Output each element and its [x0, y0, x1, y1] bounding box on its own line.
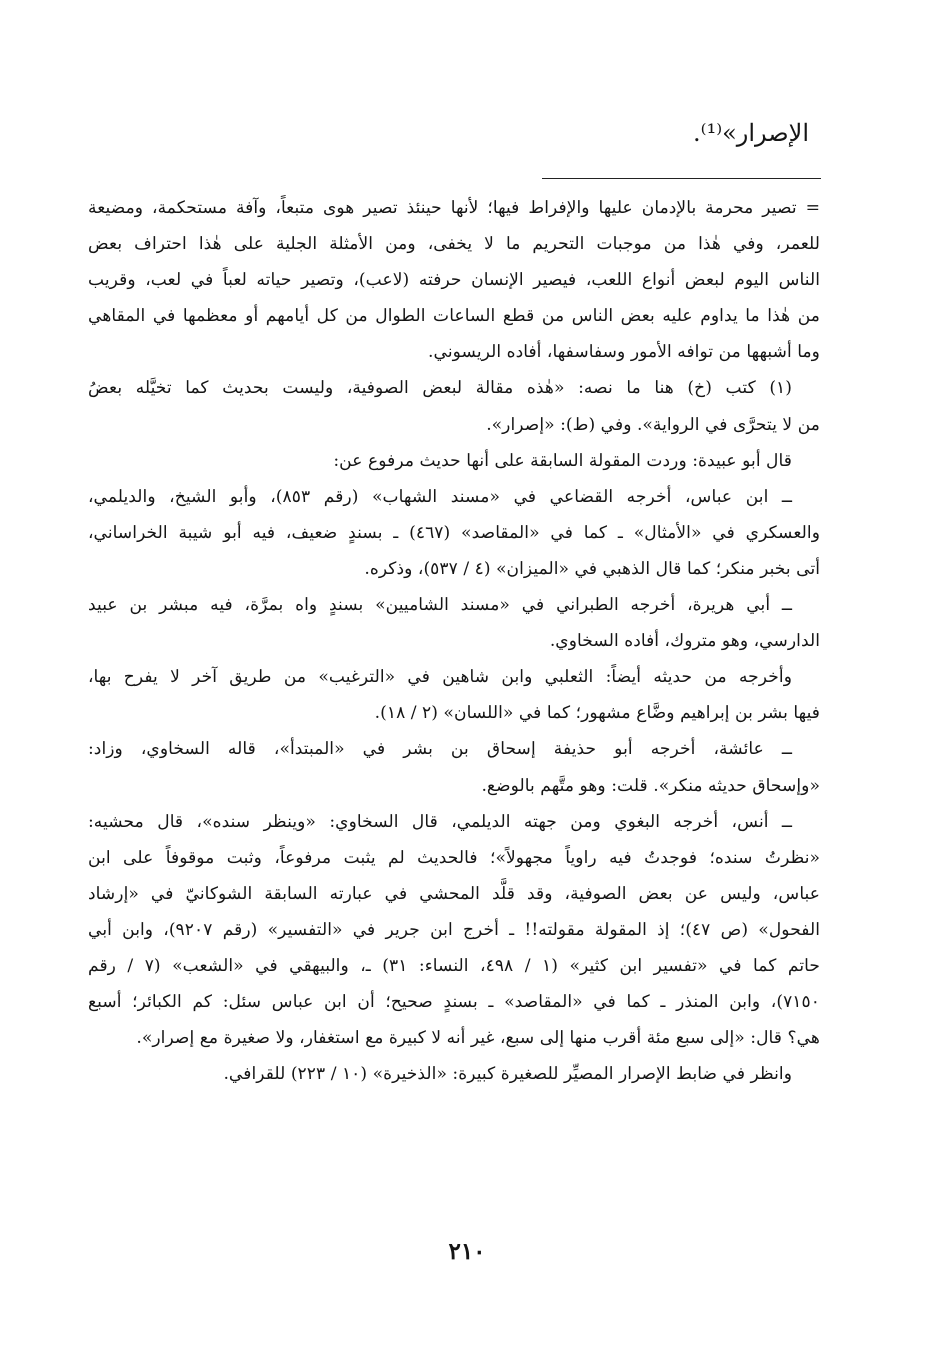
footnote-line: من لا يتحرَّى في الرواية». وفي (ط): «إصرار». — [486, 414, 820, 435]
footnote-line: عباس، وليس عن بعض الصوفية، وقد قلَّد المحشي في عبارته السابقة الشوكانيّ في «إرشاد — [88, 883, 820, 904]
footnote-line: فيها بشر بن إبراهيم وضَّاع مشهور؛ كما في «اللسان» (٢ / ١٨). — [374, 703, 820, 724]
footnote-line: وانظر في ضابط الإصرار المصيِّر للصغيرة كبيرة: «الذخيرة» (١٠ / ٢٢٣) للقرافي. — [223, 1064, 792, 1085]
footnote-line: حاتم كما في «تفسير ابن كثير» (١ / ٤٩٨، النساء: ٣١) ـ، والبيهقي في «الشعب» (٧ / رقم — [88, 955, 820, 976]
footnote-1 — [88, 370, 820, 442]
footnote-line: من هٰذا ما يداوم عليه بعض الناس من قطع الساعات الطوال من كل أيامهم أو معظمها في المقاهي — [88, 306, 820, 327]
footnote-line: هي؟ قال: «إلى سبع مئة أقرب منها إلى سبع، غير أنه لا كبيرة مع استغفار، ولا صغيرة مع إصرار». — [136, 1028, 820, 1049]
page-number: ٢١٠ — [448, 1238, 486, 1265]
footnote-separator — [542, 178, 821, 179]
footnote-abu-ubaida — [88, 443, 820, 479]
footnote-anas — [88, 804, 820, 1093]
footnote-line: قال أبو عبيدة: وردت المقولة السابقة على أنها حديث مرفوع عن: — [333, 450, 792, 471]
footnote-line: الناس اليوم لبعض أنواع اللعب، فيصير الإنسان حرفته (لاعب)، وتصير حياته لعباً في لعب، وقريب — [88, 270, 820, 291]
footnote-line: ــ ابن عباس، أخرجه القضاعي في «مسند الشهاب» (رقم ٨٥٣)، وأبو الشيخ، والديلمي، — [88, 486, 792, 507]
footnote-aisha — [88, 731, 820, 803]
footnote-line: وما أشبهها من توافه الأمور وسفاسفها، أفاده الريسوني. — [428, 342, 820, 363]
footnote-line: الفحول» (ص ٤٧)؛ إذ المقولة مقولته!! ـ أخرج ابن جرير في «التفسير» (رقم ٩٢٠٧)، وابن أبي — [88, 919, 820, 940]
footnote-line: ــ أنس، أخرجه البغوي ومن جهته الديلمي، قال السخاوي: «وينظر سنده»، قال محشيه: — [88, 811, 792, 832]
footnote-line: ٧١٥٠)، وابن المنذر ـ كما في «المقاصد» ـ بسندٍ صحيح؛ أن ابن عباس سئل: كم الكبائر؛ أسبع — [88, 992, 820, 1013]
footnote-line: وأخرجه من حديثه أيضاً: الثعلبي وابن شاهين في «الترغيب» من طريق آخر لا يفرح بها، — [88, 667, 792, 688]
footnote-line: ــ عائشة، أخرجه أبو حذيفة إسحاق بن بشر في «المبتدأ»، قاله السخاوي، وزاد: — [88, 739, 792, 760]
footnote-abu-hurayra — [88, 587, 820, 659]
footnote-line: (١) كتب (خ) هنا ما نصه: «هٰذه مقالة لبعض الصوفية، وليست بحديث كما تخيَّله بعضُ — [88, 378, 792, 399]
footnote-continuation — [88, 190, 820, 370]
footnote-line: للعمر، وفي هٰذا من موجبات التحريم ما لا يخفى، ومن الأمثلة الجلية على هٰذا احتراف بعض — [88, 234, 820, 255]
main-text-line: الإصرار»⁽¹⁾. — [693, 119, 809, 147]
footnote-line: ــ أبي هريرة، أخرجه الطبراني في «مسند الشاميين» بسندٍ واه بمرَّة، فيه مبشر بن عبيد — [88, 595, 792, 616]
footnote-line: «وإسحاق حديثه منكر». قلت: وهو متَّهم بالوضع. — [481, 775, 820, 796]
footnotes-area — [88, 190, 820, 1092]
footnote-line: = تصير محرمة بالإدمان عليها والإفراط فيها؛ لأنها حينئذ تصير هوى متبعاً، وآفة مستحكمة، ومضيعة — [88, 198, 820, 218]
footnote-line: أتى بخبر منكر؛ كما قال الذهبي في «الميزان» (٤ / ٥٣٧)، وذكره. — [364, 558, 820, 579]
footnote-line: والعسكري في «الأمثال» ـ كما في «المقاصد» (٤٦٧) ـ بسندٍ ضعيف، فيه أبو شيبة الخراساني، — [88, 522, 820, 543]
footnote-ibn-abbas — [88, 479, 820, 587]
footnote-line: «نظرتُ سنده؛ فوجدتُ فيه راوياً مجهولاً»؛ فالحديث لم يثبت مرفوعاً، وثبت موقوفاً على ابن — [88, 847, 820, 868]
footnote-line: الدارسي، وهو متروك، أفاده السخاوي. — [549, 631, 820, 652]
footnote-also — [88, 659, 820, 731]
